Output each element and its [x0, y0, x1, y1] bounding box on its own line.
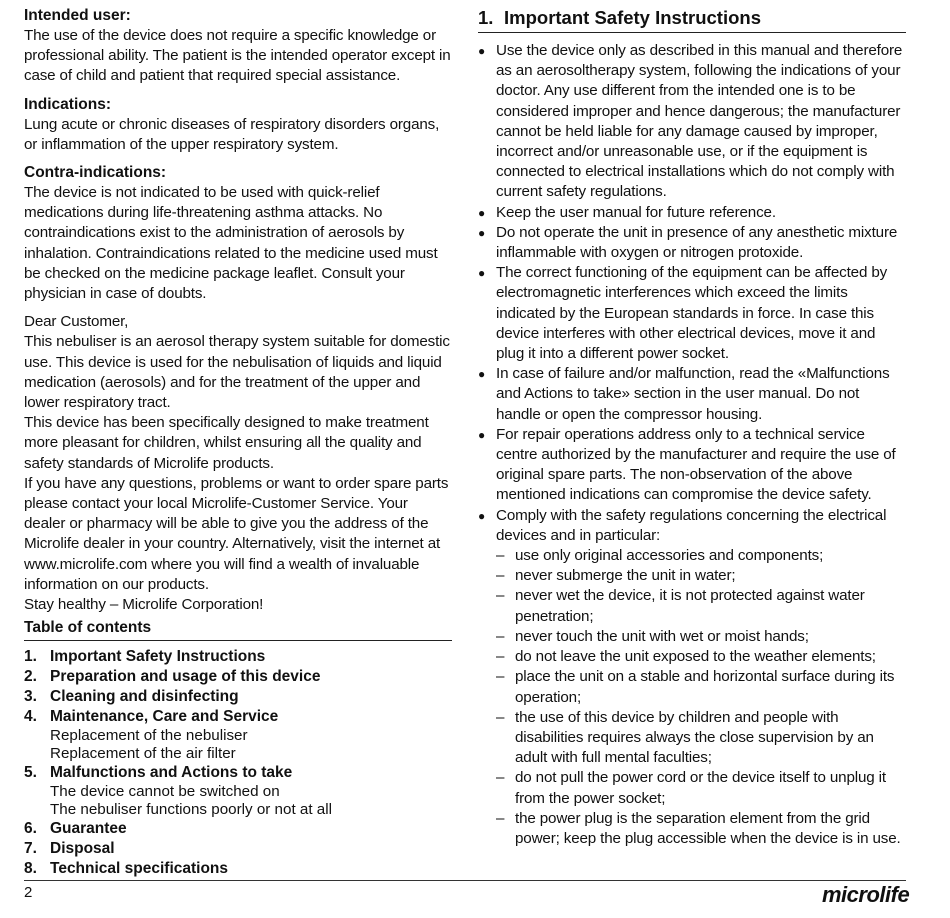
dash-icon: – [496, 648, 505, 666]
toc-subitem: The nebuliser functions poorly or not at all [50, 801, 332, 819]
microlife-logo: microlife [822, 882, 910, 907]
greeting: Dear Customer, [24, 313, 129, 331]
intended-user-text: The use of the device does not require a specific knowledge or professional ability. The patient is the intended operator except in case of child and patient that required special assistance. [24, 27, 451, 85]
left-column [24, 6, 452, 879]
dash-icon: – [496, 547, 505, 565]
toc-item-label: Disposal [50, 840, 115, 858]
toc-subitem: Replacement of the air filter [50, 745, 236, 763]
toc-item-number: 7. [24, 840, 37, 858]
toc-item [24, 647, 452, 667]
dash-text: never touch the unit with wet or moist hands; [515, 627, 809, 645]
design-paragraph: This device has been specifically designed to make treatment more pleasant for children, whilst ensuring all the quality and safety standards of Microlife products. [24, 414, 429, 472]
indications-heading: Indications: [24, 95, 111, 113]
dash-item [478, 546, 906, 566]
bullet-icon: ● [478, 427, 486, 442]
dash-text: do not leave the unit exposed to the weather elements; [515, 648, 876, 666]
dash-icon: – [496, 809, 505, 827]
toc-item [24, 859, 452, 879]
dash-item [478, 708, 906, 769]
dash-icon: – [496, 769, 505, 787]
section-number: 1. [478, 7, 494, 28]
bullet-text: Do not operate the unit in presence of any anesthetic mixture inflammable with oxygen or nitrogen protoxide. [496, 223, 898, 262]
toc-item-label: Preparation and usage of this device [50, 668, 321, 686]
contact-paragraph: If you have any questions, problems or want to order spare parts please contact your local Microlife-Customer Service. Your dealer or pharmacy will be able to give you the address of the Microlife dealer in your country. Alternatively, visit the internet at www.microlife.com where you will find a wealth of invaluable information on our products. [24, 474, 449, 593]
toc-item [24, 707, 452, 727]
dash-text: place the unit on a stable and horizontal surface during its operation; [515, 668, 895, 706]
table-of-contents [24, 647, 452, 879]
bullet-item [478, 41, 906, 203]
sign-off: Stay healthy – Microlife Corporation! [24, 596, 264, 614]
toc-item-number: 2. [24, 668, 37, 686]
toc-item-label: Malfunctions and Actions to take [50, 764, 293, 782]
page-number: 2 [24, 884, 33, 901]
intro-paragraph: This nebuliser is an aerosol therapy system suitable for domestic use. This device is used for the nebulisation of liquids and liquid medication (aerosols) and for the treatment of the upper and lower respiratory tract. [24, 333, 450, 412]
safety-instructions-list [478, 41, 906, 849]
footer-divider [24, 880, 906, 881]
dash-item [478, 627, 906, 647]
section-title-text: Important Safety Instructions [504, 7, 761, 28]
dash-text: the power plug is the separation element from the grid power; keep the plug accessible when the device is in use. [515, 809, 901, 847]
intended-user-heading: Intended user: [24, 7, 131, 24]
toc-item-number: 4. [24, 708, 37, 726]
dash-text: do not pull the power cord or the device itself to unplug it from the power socket; [515, 769, 886, 807]
contra-indications-text: The device is not indicated to be used with quick-relief medications during life-threatening asthma attacks. No contraindications exist to the administration of aerosols by inhalation. Contraindications related to the medicine used must be checked on the medicine package leaflet. Consult your physician in case of doubts. [24, 184, 438, 303]
toc-item-number: 1. [24, 648, 37, 666]
dash-icon: – [496, 587, 505, 605]
bullet-item [478, 263, 906, 364]
dash-item [478, 586, 906, 626]
dash-item [478, 566, 906, 586]
bullet-icon: ● [478, 44, 486, 58]
contra-indications-heading: Contra-indications: [24, 164, 167, 182]
toc-item-number: 3. [24, 688, 37, 706]
toc-item-label: Guarantee [50, 820, 127, 838]
bullet-text: The correct functioning of the equipment can be affected by electromagnetic interferences which exceed the limits indicated by the European standards in force. In case this device interferes with other electrical devices, move it and plug it into a different power socket. [496, 264, 888, 363]
toc-item-label: Maintenance, Care and Service [50, 708, 279, 726]
bullet-item [478, 203, 906, 223]
toc-item [24, 839, 452, 859]
indications-text: Lung acute or chronic diseases of respiratory disorders organs, or inflammation of the upper respiratory system. [24, 115, 440, 153]
bullet-icon: ● [478, 225, 486, 240]
dash-text: use only original accessories and components; [515, 547, 824, 565]
bullet-text: In case of failure and/or malfunction, read the «Malfunctions and Actions to take» section in the user manual. Do not handle or open the compressor housing. [496, 365, 890, 423]
dash-icon: – [496, 708, 505, 726]
section-title [478, 6, 906, 33]
dash-icon: – [496, 668, 505, 686]
dash-icon: – [496, 567, 505, 585]
bullet-text: Use the device only as described in this manual and therefore as an aerosoltherapy system, following the indications of your doctor. Any use different from the intended one is to be considered improper and hence dangerous; the manufacturer cannot be held liable for any damage caused by improper, incorrect and/or unreasonable use, or if the equipment is connected to electrical installations which do not comply with current safety regulations. [496, 42, 903, 201]
dash-item [478, 768, 906, 808]
bullet-item [478, 506, 906, 546]
right-column [478, 6, 906, 849]
toc-item-label: Important Safety Instructions [50, 648, 266, 666]
toc-item [24, 667, 452, 687]
toc-subitem: The device cannot be switched on [50, 783, 280, 801]
bullet-text: Comply with the safety regulations concerning the electrical devices and in particular: [496, 506, 887, 544]
dash-text: never wet the device, it is not protected against water penetration; [515, 587, 865, 625]
toc-item [24, 687, 452, 707]
dash-item [478, 647, 906, 667]
bullet-icon: ● [478, 367, 486, 382]
toc-item-number: 6. [24, 820, 37, 838]
toc-item-number: 8. [24, 860, 37, 878]
dash-text: never submerge the unit in water; [515, 567, 736, 585]
dash-icon: – [496, 627, 505, 645]
bullet-item [478, 364, 906, 425]
bullet-item [478, 425, 906, 506]
bullet-text: Keep the user manual for future reference. [496, 203, 776, 221]
toc-subitem: Replacement of the nebuliser [50, 727, 248, 745]
toc-title: Table of contents [24, 617, 452, 641]
toc-item-number: 5. [24, 764, 37, 782]
bullet-icon: ● [478, 266, 486, 281]
dash-item [478, 809, 906, 849]
toc-item [24, 819, 452, 839]
bullet-text: For repair operations address only to a technical service centre authorized by the manufacturer and require the use of original spare parts. The non-observation of the above mentioned indications can compromise the device safety. [496, 425, 896, 504]
dash-item [478, 667, 906, 707]
bullet-item [478, 223, 906, 263]
dash-text: the use of this device by children and people with disabilities requires always the close supervision by an adult with full mental faculties; [515, 708, 874, 767]
bullet-icon: ● [478, 205, 486, 220]
bullet-icon: ● [478, 508, 486, 523]
toc-item-label: Cleaning and disinfecting [50, 688, 239, 706]
toc-item [24, 763, 452, 783]
toc-item-label: Technical specifications [50, 860, 229, 878]
